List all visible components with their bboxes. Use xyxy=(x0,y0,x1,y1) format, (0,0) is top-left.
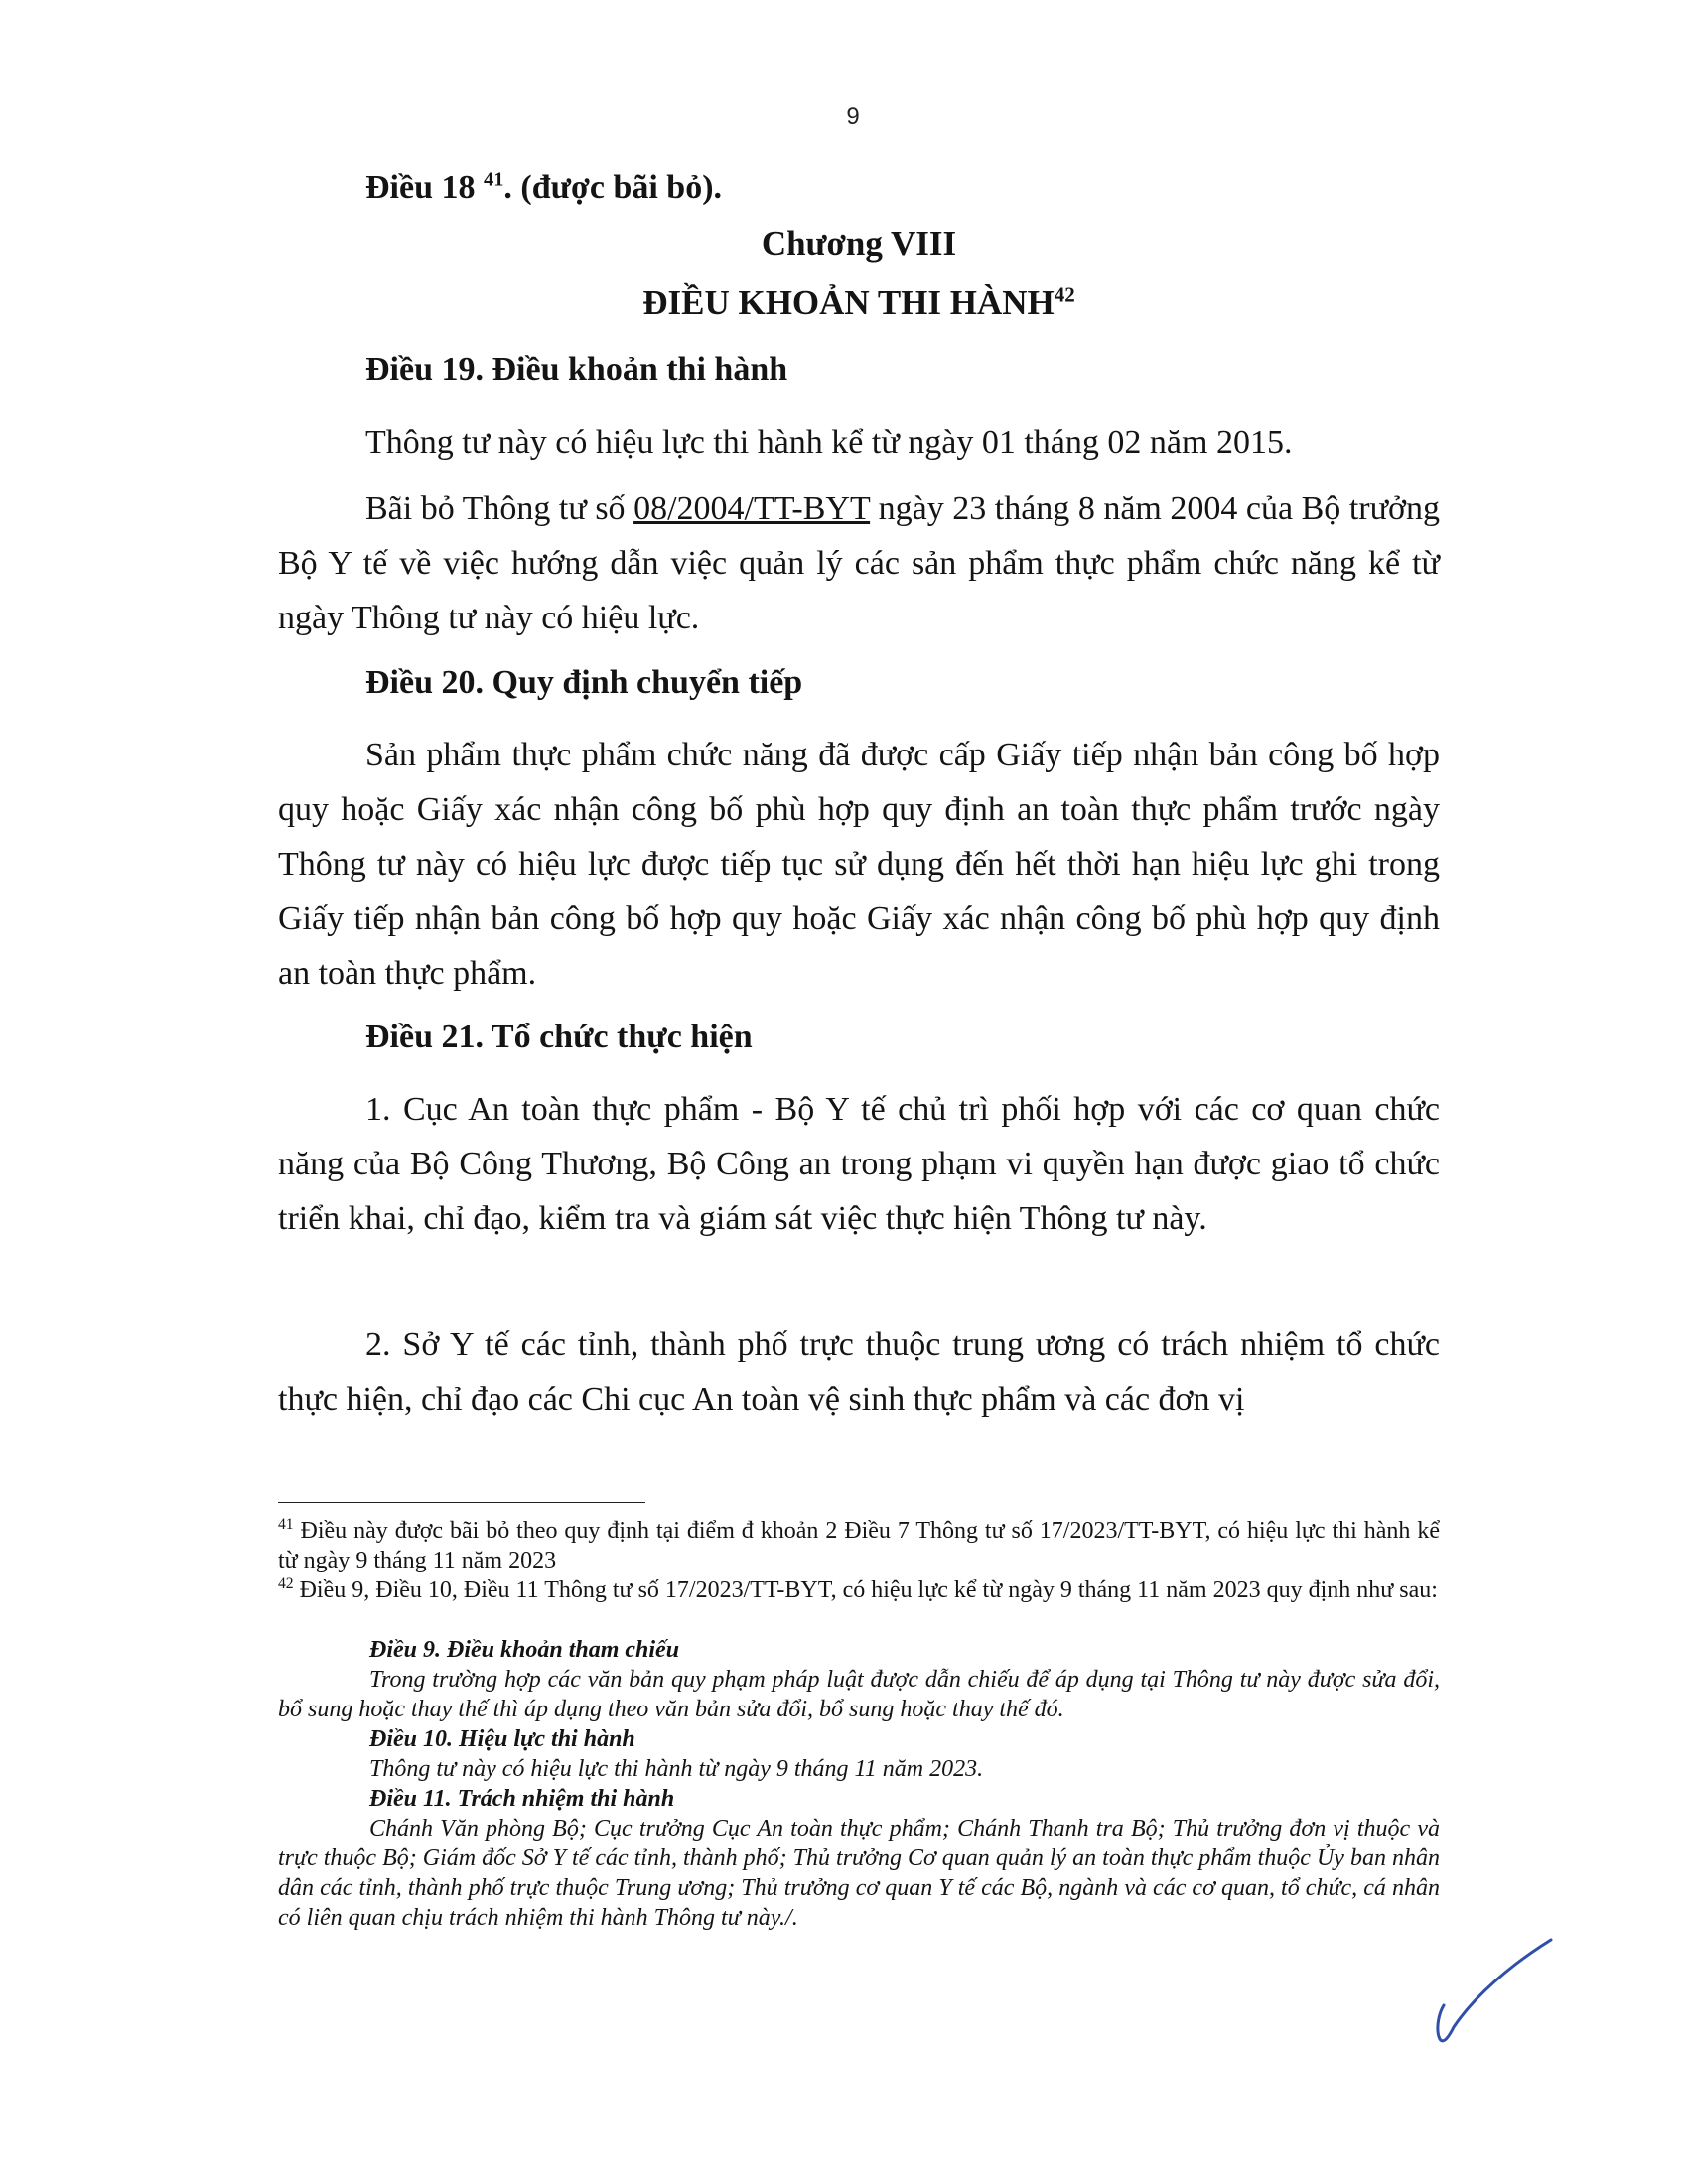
article-20-heading: Điều 20. Quy định chuyển tiếp xyxy=(365,664,803,701)
footnote-42-number: 42 xyxy=(278,1575,294,1592)
footnote-article-10-heading: Điều 10. Hiệu lực thi hành xyxy=(369,1726,635,1752)
footnote-41 xyxy=(278,1516,1440,1575)
article-19-heading: Điều 19. Điều khoản thi hành xyxy=(365,351,788,388)
footnote-separator xyxy=(278,1502,645,1503)
article-18-label: Điều 18 xyxy=(365,169,476,205)
article-19-paragraph-1: Thông tư này có hiệu lực thi hành kể từ ngày 01 tháng 02 năm 2015. xyxy=(365,424,1293,461)
footnote-article-9-text: Trong trường hợp các văn bản quy phạm pháp luật được dẫn chiếu để áp dụng tại Thông tư này được sửa đổi, bổ sung hoặc thay thế thì áp dụng theo văn bản sửa đổi, bổ sung hoặc thay thế đó. xyxy=(278,1667,1440,1722)
check-mark-icon xyxy=(1430,1936,1559,2045)
article-21-paragraph-2: 2. Sở Y tế các tỉnh, thành phố trực thuộc trung ương có trách nhiệm tổ chức thực hiện, chỉ đạo các Chi cục An toàn vệ sinh thực phẩm và các đơn vị xyxy=(278,1326,1440,1418)
article-19-paragraph-2 xyxy=(278,481,1440,645)
footnote-article-11-text: Chánh Văn phòng Bộ; Cục trưởng Cục An toàn thực phẩm; Chánh Thanh tra Bộ; Thủ trưởng đơn vị thuộc và trực thuộc Bộ; Giám đốc Sở Y tế các tỉnh, thành phố; Thủ trưởng Cơ quan quản lý an toàn thực phẩm thuộc Ủy ban nhân dân các tỉnh, thành phố trực thuộc Trung ương; Thủ trưởng cơ quan Y tế các Bộ, ngành và các cơ quan, tổ chức, cá nhân có liên quan chịu trách nhiệm thi hành Thông tư này./. xyxy=(278,1816,1440,1931)
circular-link[interactable]: 08/2004/TT-BYT xyxy=(633,490,871,527)
footnote-41-text: Điều này được bãi bỏ theo quy định tại điểm đ khoản 2 Điều 7 Thông tư số 17/2023/TT-BYT, có hiệu lực thi hành kể từ ngày 9 tháng 11 năm 2023 xyxy=(278,1518,1441,1573)
article-21-heading: Điều 21. Tổ chức thực hiện xyxy=(365,1019,753,1055)
footnote-article-9-heading: Điều 9. Điều khoản tham chiếu xyxy=(369,1637,680,1663)
page-number: 9 xyxy=(846,103,860,130)
footnote-article-11-heading: Điều 11. Trách nhiệm thi hành xyxy=(369,1786,675,1812)
chapter-subtitle xyxy=(278,283,1440,323)
article-19-p2-end: ngày 23 tháng 8 năm 2004 của Bộ trưởng Bộ Y tế về việc hướng dẫn việc quản lý các sản phẩm thực phẩm chức năng kể từ ngày Thông tư này có hiệu lực. xyxy=(278,490,1440,636)
footnote-ref-41[interactable]: 41 xyxy=(484,168,504,191)
footnote-ref-42[interactable]: 42 xyxy=(1054,282,1075,307)
chapter-subtitle-text: ĐIỀU KHOẢN THI HÀNH xyxy=(642,283,1055,322)
footnote-42-text: Điều 9, Điều 10, Điều 11 Thông tư số 17/2023/TT-BYT, có hiệu lực kể từ ngày 9 tháng 11 năm 2023 quy định như sau: xyxy=(299,1577,1438,1603)
article-18-heading xyxy=(365,169,722,206)
chapter-title: Chương VIII xyxy=(761,224,957,263)
footnote-article-10-text: Thông tư này có hiệu lực thi hành từ ngày 9 tháng 11 năm 2023. xyxy=(369,1756,984,1782)
article-20-paragraph-1: Sản phẩm thực phẩm chức năng đã được cấp Giấy tiếp nhận bản công bố hợp quy hoặc Giấy xác nhận công bố phù hợp quy định an toàn thực phẩm trước ngày Thông tư này có hiệu lực được tiếp tục sử dụng đến hết thời hạn hiệu lực ghi trong Giấy tiếp nhận bản công bố hợp quy hoặc Giấy xác nhận công bố phù hợp quy định an toàn thực phẩm. xyxy=(278,737,1440,992)
footnote-42 xyxy=(278,1575,1440,1605)
article-18-status: . (được bãi bỏ). xyxy=(503,169,723,205)
footnote-41-number: 41 xyxy=(278,1516,294,1533)
article-21-paragraph-1: 1. Cục An toàn thực phẩm - Bộ Y tế chủ trì phối hợp với các cơ quan chức năng của Bộ Công Thương, Bộ Công an trong phạm vi quyền hạn được giao tổ chức triển khai, chỉ đạo, kiểm tra và giám sát việc thực hiện Thông tư này. xyxy=(278,1091,1440,1237)
article-19-p2-start: Bãi bỏ Thông tư số xyxy=(365,490,634,527)
